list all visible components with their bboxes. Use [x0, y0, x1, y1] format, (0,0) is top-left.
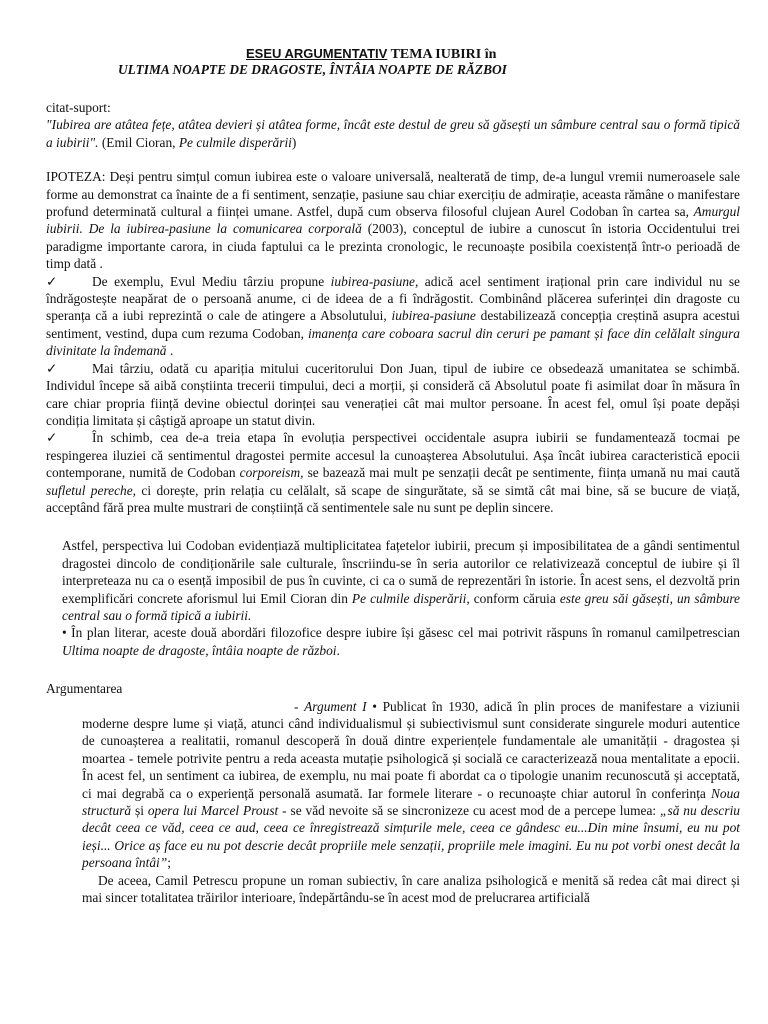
- argument-block: [46, 698, 740, 907]
- conclusion-paragraph: Astfel, perspectiva lui Codoban evidențiază multiplicitatea fațetelor iubirii, precum și imposibilitatea de a gândi sentimentul dragostei dincolo de condiționările sale culturale, înscriindu-se în seria autorilor ce relativizează conceptul de iubire și îl interpreteaza nu ca o esență imposibil de pus în cuvinte, ci ca o sumă de reprezentări în istorie. În acest sens, el dezvoltă prin exemplificări concrete aforismul lui Emil Cioran din Pe culmile disperării, conform căruia este greu săi găsești, un sâmbure central sau o formă tipică a iubirii.: [62, 538, 740, 623]
- novel-title: ULTIMA NOAPTE DE DRAGOSTE, ÎNTÂIA NOAPTE DE RĂZBOI: [118, 62, 507, 77]
- essay-title-type: ESEU ARGUMENTATIV: [246, 46, 388, 61]
- checkmark-icon: ✓: [46, 360, 58, 376]
- support-quote: "Iubirea are atâtea fețe, atâtea devieri și atâtea forme, încât este destul de greu să găsești un sâmbure central sau o formă tipică a iubirii". (Emil Cioran, Pe culmile disperării): [46, 117, 740, 150]
- quote-label: citat-suport:: [46, 100, 111, 115]
- conclusion-block: [46, 537, 740, 659]
- essay-body: [46, 99, 740, 906]
- argument-paragraph-1: - Argument I • Publicat în 1930, adică în plin proces de manifestare a viziunii moderne despre lume și viață, atunci când individualismul și subiectivismul sunt considerate singurele moduri autentice de cunoașterea a realitatii, romanul descoperă în două dintre experiențele fundamentale ale umanității - dragostea și moartea - temele potrivite pentru a reda aceasta mutație psihologică și socială ce caracterizează noua mentalitate a epocii. În acest fel, un sentiment ca iubirea, de exemplu, nu mai poate fi abordat ca o tipologie unanim recunoscută și acceptată, ci mai degrabă ca o experiență personală asumată. Iar formele literare - o recunoaște chiar autorul în conferința Noua structură și opera lui Marcel Proust - se văd nevoite să se sincronizeze cu acest mod de a percepe lumea: „să nu descriu decât ceea ce văd, ceea ce aud, ceea ce înregistrează simțurile mele, ceea ce gândesc eu...Din mine însumi, eu nu pot ieși... Orice aș face eu nu pot descrie decât propriile mele senzații, propriile mele imagini. Eu nu pot vorbi onest decât la persoana întâi”;: [82, 698, 740, 871]
- literary-paragraph: • În plan literar, aceste două abordări filozofice despre iubire își găsesc cel mai potrivit răspuns în romanul camilpetrescian Ultima noapte de dragoste, întâia noapte de război.: [62, 625, 740, 658]
- essay-title-theme: TEMA IUBIRI în: [387, 47, 497, 62]
- checkmark-icon: ✓: [46, 430, 58, 446]
- hypothesis-paragraph: IPOTEZA: Deși pentru simțul comun iubirea este o valoare universală, nealterată de timp, de-a lungul vremii numeroasele sale forme au demonstrat ca înainte de a fi sentiment, senzație, pasiune sau chiar exercițiu de admirație, aceasta rămâne o manifestare profund determinată cultural a ființei umane. Astfel, după cum observa filosoful clujean Aurel Codoban în cartea sa, Amurgul iubirii. De la iubirea-pasiune la comunicarea corporală (2003), conceptul de iubire a cunoscut în istoria Occidentului trei paradigme importante carora, in ciuda faptului ca le prezinta cronologic, le recunoaște posibila coexistență într-o perioadă de timp dată .: [46, 169, 740, 272]
- point-paragraph-1: ✓ De exemplu, Evul Mediu târziu propune iubirea-pasiune, adică acel sentiment irațional prin care individul nu se îndrăgostește neapărat de o persoană anume, ci de ideea de a fi îndrăgostit. Combinând plăcerea suferinței din dragoste cu speranța că a iubi reprezintă o cale de atingere a Absolutului, iubirea-pasiune destabilizează concepția creștină asupra acestui sentiment, vestind, dupa cum rezuma Codoban, imanența care coboara sacrul din ceruri pe pamant și face din celălalt singura divinitate la îndemană .: [46, 273, 741, 359]
- quote-text: "Iubirea are atâtea fețe, atâtea devieri și atâtea forme, încât este destul de greu să găsești un sâmbure central sau o formă tipică a iubirii".: [46, 117, 740, 150]
- checkmark-icon: ✓: [46, 273, 58, 289]
- essay-title: [246, 46, 496, 63]
- argument-paragraph-2: De aceea, Camil Petrescu propune un roman subiectiv, în care analiza psihologică e menită să redea cât mai direct și mai sincer totalitatea trăirilor interioare, îndepărtându-se în acest mod de prelucrarea artificială: [82, 872, 740, 906]
- point-paragraph-3: ✓ În schimb, cea de-a treia etapa în evoluția perspectivei occidentale asupra iubirii se fundamentează tocmai pe respingerea iluziei că sentimentul dragostei permite accesul la cunoașterea Absolutului. Așa încât iubirea caracteristică epocii contemporane, numită de Codoban corporeism, se bazează mai mult pe senzații decât pe sentimente, ființa umană nu mai caută sufletul pereche, ci dorește, prin relația cu celălalt, să scape de singurătate, să se simtă cât mai bine, să se bucure de viață, acceptând fără prea multe mustrari de conștiință că sentimentele sale nu sunt pe deplin sincere.: [46, 430, 740, 515]
- point-paragraph-2: ✓ Mai târziu, odată cu apariția mitului cuceritorului Don Juan, tipul de iubire ce obsedează umanitatea se schimbă. Individul începe să aibă conștiinta trecerii timpului, deci a morții, și consideră că Absolutul poate fi asimilat doar în măsura în care chiar propria ființă devine obiectul dorinței sau venerației cât mai multor persoane. În acest fel, omul își poate depăși condiția limitata și câștigă aproape un statut divin.: [46, 360, 740, 428]
- section-heading: Argumentarea: [46, 681, 123, 697]
